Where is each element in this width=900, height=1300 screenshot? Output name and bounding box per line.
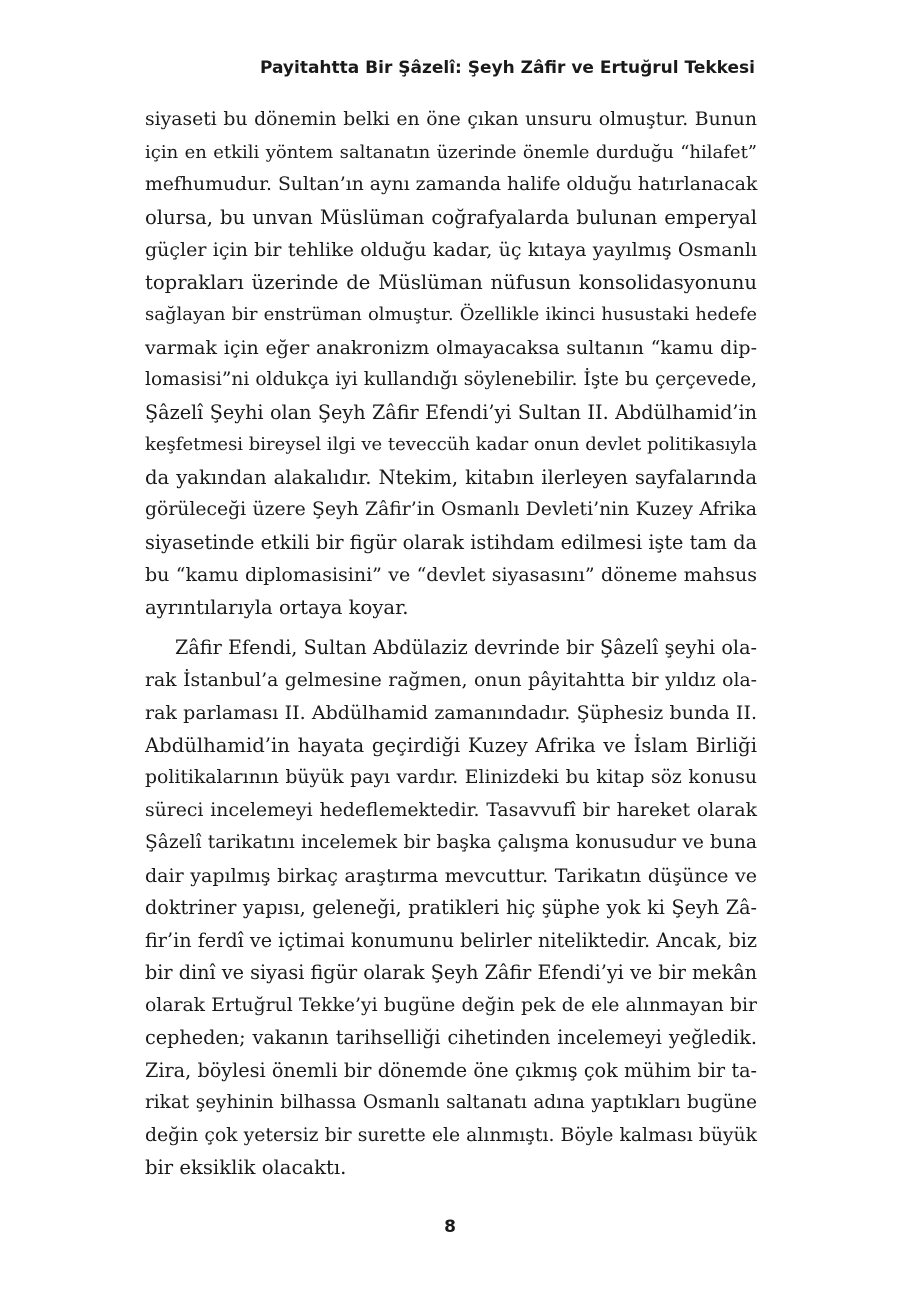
text-line: ayrıntılarıyla ortaya koyar. <box>145 595 409 619</box>
text-line: dair yapılmış birkaç araştırma mevcuttur. Tarikatın düşünce ve <box>145 864 757 887</box>
text-line: bir eksiklik olacaktı. <box>145 1156 347 1179</box>
text-line: politikalarının büyük payı vardır. Elinizdeki bu kitap söz konusu <box>145 767 757 788</box>
page-number: 8 <box>444 1217 456 1237</box>
text-line: değin çok yetersiz bir surette ele alınmıştı. Böyle kalması büyük <box>145 1124 757 1146</box>
running-head: Payitahtta Bir Şâzelî: Şeyh Zâfir ve Ertuğrul Tekkesi <box>259 58 755 78</box>
text-line: da yakından alakalıdır. Ntekim, kitabın ilerleyen sayfalarında <box>145 465 757 489</box>
text-line: siyasetinde etkili bir figür olarak istihdam edilmesi işte tam da <box>145 530 757 554</box>
text-line: varmak için eğer anakronizm olmayacaksa sultanın “kamu dip- <box>145 336 757 359</box>
text-line: rikat şeyhinin bilhassa Osmanlı saltanatı adına yaptıkları bugüne <box>145 1092 757 1113</box>
text-line: mefhumudur. Sultan’ın aynı zamanda halife olduğu hatırlanacak <box>145 174 758 195</box>
text-line: rak parlaması II. Abdülhamid zamanındadır. Şüphesiz bunda II. <box>145 702 757 724</box>
text-line: bir dinî ve siyasi figür olarak Şeyh Zâfir Efendi’yi ve bir mekân <box>145 961 757 984</box>
text-line: için en etkili yöntem saltanatın üzerinde önemle durduğu “hilafet” <box>145 141 757 163</box>
text-line: lomasisi”ni oldukça iyi kullandığı söylenebilir. İşte bu çerçevede, <box>145 369 757 390</box>
text-line: cepheden; vakanın tarihselliği cihetinden incelemeyi yeğledik. <box>145 1026 757 1049</box>
body-text <box>145 104 757 1185</box>
text-line: Şâzelî tarikatını incelemek bir başka çalışma konusudur ve buna <box>145 832 757 853</box>
text-line: toprakları üzerinde de Müslüman nüfusun konsolidasyonunu <box>145 270 757 294</box>
text-line: Şâzelî Şeyhi olan Şeyh Zâfir Efendi’yi Sultan II. Abdülhamid’in <box>145 400 757 424</box>
text-line: güçler için bir tehlike olduğu kadar, üç kıtaya yayılmış Osmanlı <box>145 239 757 261</box>
text-line: doktriner yapısı, geleneği, pratikleri hiç şüphe yok ki Şeyh Zâ- <box>145 896 757 919</box>
text-line: Zira, böylesi önemli bir dönemde öne çıkmış çok mühim bir ta- <box>145 1058 757 1082</box>
text-line: bu “kamu diplomasisini” ve “devlet siyasasını” döneme mahsus <box>145 564 757 586</box>
text-line: sağlayan bir enstrüman olmuştur. Özellikle ikinci husustaki hedefe <box>145 304 757 325</box>
text-line: olursa, bu unvan Müslüman coğrafyalarda bulunan emperyal <box>145 205 757 229</box>
paragraph-2 <box>145 632 757 1185</box>
text-line: görüleceği üzere Şeyh Zâfir’in Osmanlı Devleti’nin Kuzey Afrika <box>145 499 757 520</box>
paragraph-1 <box>145 104 757 624</box>
text-line: Zâfir Efendi, Sultan Abdülaziz devrinde bir Şâzelî şeyhi ola- <box>175 636 757 659</box>
text-line: rak İstanbul’a gelmesine rağmen, onun pâyitahtta bir yıldız ola- <box>145 669 757 691</box>
text-line: süreci incelemeyi hedeflemektedir. Tasavvufî bir hareket olarak <box>145 799 757 821</box>
text-line: fir’in ferdî ve içtimai konumunu belirler niteliktedir. Ancak, biz <box>145 928 757 952</box>
text-line: siyaseti bu dönemin belki en öne çıkan unsuru olmuştur. Bunun <box>145 109 757 130</box>
text-line: olarak Ertuğrul Tekke’yi bugüne değin pek de ele alınmayan bir <box>145 994 757 1016</box>
text-line: keşfetmesi bireysel ilgi ve teveccüh kadar onun devlet politikasıyla <box>145 434 758 455</box>
text-line: Abdülhamid’in hayata geçirdiği Kuzey Afrika ve İslam Birliği <box>145 733 757 757</box>
